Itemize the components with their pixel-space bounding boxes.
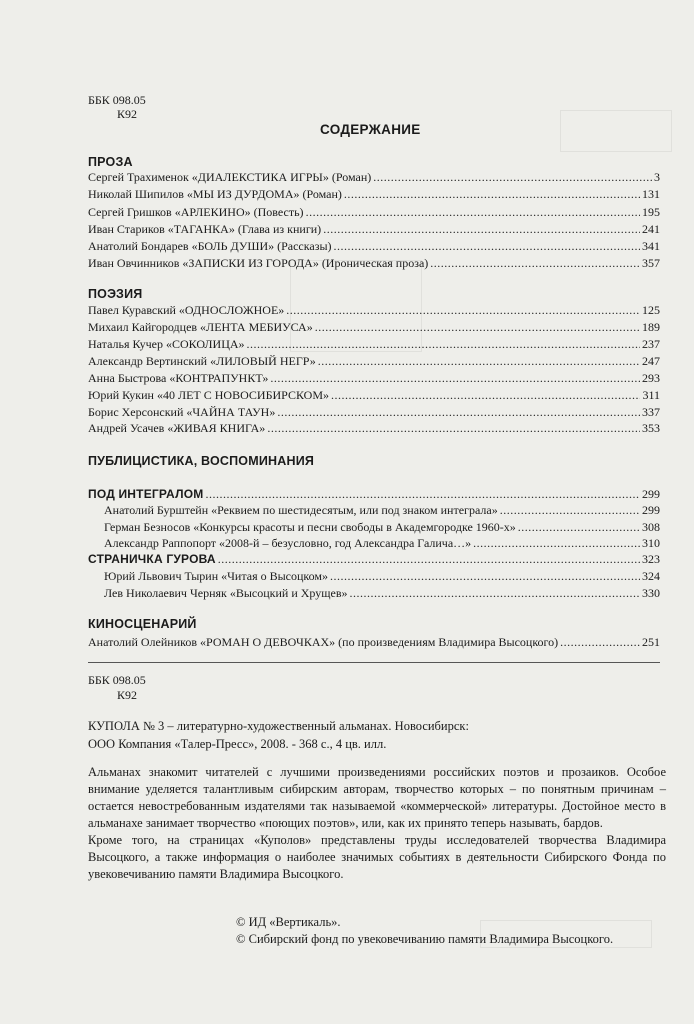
toc-entry: [104, 569, 660, 583]
toc-entry-title: Наталья Кучер «СОКОЛИЦА»: [88, 337, 245, 351]
toc-entry-title: Андрей Усачев «ЖИВАЯ КНИГА»: [88, 421, 266, 435]
toc-entry: [88, 405, 660, 419]
toc-entry-title: Лев Николаевич Черняк «Высоцкий и Хрущев»: [104, 586, 348, 600]
divider-line: [88, 662, 660, 663]
toc-entry-page: 330: [642, 586, 660, 600]
toc-entry: [88, 421, 660, 435]
toc-entry: [88, 388, 660, 402]
leader-dots: [334, 239, 640, 253]
biblio-line-2: ООО Компания «Талер-Пресс», 2008. - 368 с., 4 цв. илл.: [88, 737, 387, 751]
annotation: [88, 764, 666, 883]
toc-entry-page: 310: [642, 536, 660, 550]
toc-entry-title: Герман Безносов «Конкурсы красоты и песни свободы в Академгородке 1960-х»: [104, 520, 516, 534]
toc-entry: [88, 354, 660, 368]
toc-entry-title: Анатолий Бондарев «БОЛЬ ДУШИ» (Рассказы): [88, 239, 332, 253]
toc-entry-page: 3: [654, 170, 660, 184]
toc-entry-title: Борис Херсонский «ЧАЙНА ТАУН»: [88, 405, 276, 419]
toc-entry-page: 189: [642, 320, 660, 334]
toc-entry-title: Сергей Гришков «АРЛЕКИНО» (Повесть): [88, 205, 304, 219]
toc-entry-page: 125: [642, 303, 660, 317]
toc-entry-page: 299: [642, 487, 660, 501]
toc-entry: [88, 320, 660, 334]
leader-dots: [306, 205, 640, 219]
leader-dots: [500, 503, 640, 517]
toc-subsection-gurov: [88, 552, 660, 566]
section-heading-publicism: ПУБЛИЦИСТИКА, ВОСПОМИНАНИЯ: [88, 454, 315, 468]
leader-dots: [430, 256, 640, 270]
toc-entry: [88, 303, 660, 317]
leader-dots: [350, 586, 640, 600]
toc-entry-page: 293: [642, 371, 660, 385]
leader-dots: [218, 552, 640, 566]
annotation-paragraph-2: Кроме того, на страницах «Куполов» представлены труды исследователей творчества Владимира Высоцкого, а также информация о наиболее значимых событиях в деятельности Сибирского Фонда по увековечиванию памяти Владимира Высоцкого.: [88, 833, 666, 881]
toc-entry-title: Александр Раппопорт «2008-й – безусловно, год Александра Галича…»: [104, 536, 472, 550]
toc-entry-title: Анатолий Бурштейн «Реквием по шестидесятым, или под знаком интеграла»: [104, 503, 498, 517]
bbk-k-bottom: К92: [117, 688, 138, 702]
leader-dots: [286, 303, 640, 317]
leader-dots: [270, 371, 640, 385]
toc-entry-page: 353: [642, 421, 660, 435]
leader-dots: [277, 405, 640, 419]
toc-entry: [88, 170, 660, 184]
toc-entry: [104, 536, 660, 550]
toc-entry: [88, 222, 660, 236]
leader-dots: [560, 635, 640, 649]
subsection-heading: СТРАНИЧКА ГУРОВА: [88, 552, 216, 566]
section-heading-screenplay: КИНОСЦЕНАРИЙ: [88, 617, 197, 631]
toc-entry: [88, 337, 660, 351]
toc-entry-page: 237: [642, 337, 660, 351]
toc-entry-title: Николай Шипилов «МЫ ИЗ ДУРДОМА» (Роман): [88, 187, 342, 201]
leader-dots: [315, 320, 640, 334]
leader-dots: [247, 337, 640, 351]
toc-subsection-integral: [88, 487, 660, 501]
toc-entry-title: Иван Овчинников «ЗАПИСКИ ИЗ ГОРОДА» (Ироническая проза): [88, 256, 429, 270]
toc-entry-page: 195: [642, 205, 660, 219]
toc-entry-page: 308: [642, 520, 660, 534]
toc-entry: [104, 520, 660, 534]
toc-entry-page: 341: [642, 239, 660, 253]
toc-entry: [88, 187, 660, 201]
toc-entry-page: 251: [642, 635, 660, 649]
toc-entry-page: 324: [642, 569, 660, 583]
subsection-heading: ПОД ИНТЕГРАЛОМ: [88, 487, 204, 501]
copyright-line-1: © ИД «Вертикаль».: [236, 915, 341, 929]
toc-entry: [88, 239, 660, 253]
bbk-code-bottom: ББК 098.05: [88, 673, 146, 687]
page-title: СОДЕРЖАНИЕ: [320, 122, 421, 137]
toc-entry-title: Анна Быстрова «КОНТРАПУНКТ»: [88, 371, 269, 385]
leader-dots: [267, 421, 640, 435]
section-heading-prose: ПРОЗА: [88, 155, 133, 169]
toc-entry: [104, 586, 660, 600]
section-heading-poetry: ПОЭЗИЯ: [88, 287, 143, 301]
leader-dots: [518, 520, 640, 534]
leader-dots: [373, 170, 652, 184]
show-through-shape: [560, 110, 672, 152]
toc-entry-page: 323: [642, 552, 660, 566]
leader-dots: [344, 187, 640, 201]
toc-entry: [104, 503, 660, 517]
copyright-line-2: © Сибирский фонд по увековечиванию памяти Владимира Высоцкого.: [236, 932, 614, 946]
toc-entry-page: 337: [642, 405, 660, 419]
leader-dots: [323, 222, 640, 236]
toc-entry-title: Сергей Трахименок «ДИАЛЕКСТИКА ИГРЫ» (Роман): [88, 170, 372, 184]
leader-dots: [473, 536, 640, 550]
toc-entry-page: 131: [642, 187, 660, 201]
leader-dots: [205, 487, 640, 501]
annotation-paragraph-1: Альманах знакомит читателей с лучшими произведениями российских поэтов и прозаиков. Особое внимание уделяется талантливым сибирским авторам, творчество которых – по понятным причинам – остается невостребованным издателями так называемой «коммерческой» литературы. Достойное место в альманахе занимает творчество «поющих поэтов», или, как их принято теперь называть, бардов.: [88, 765, 666, 830]
toc-entry: [88, 256, 660, 270]
toc-entry-page: 247: [642, 354, 660, 368]
toc-entry-title: Александр Вертинский «ЛИЛОВЫЙ НЕГР»: [88, 354, 316, 368]
toc-entry-title: Павел Куравский «ОДНОСЛОЖНОЕ»: [88, 303, 285, 317]
bbk-code-top: ББК 098.05: [88, 93, 146, 107]
toc-entry-page: 299: [642, 503, 660, 517]
leader-dots: [331, 388, 640, 402]
toc-entry: [88, 205, 660, 219]
toc-entry-page: 357: [642, 256, 660, 270]
toc-entry-title: Юрий Кукин «40 ЛЕТ С НОВОСИБИРСКОМ»: [88, 388, 329, 402]
leader-dots: [330, 569, 640, 583]
bbk-k-top: К92: [117, 107, 138, 121]
toc-entry-page: 241: [642, 222, 660, 236]
biblio-line-1: КУПОЛА № 3 – литературно-художественный альманах. Новосибирск:: [88, 719, 469, 733]
toc-entry-page: 311: [642, 388, 660, 402]
toc-entry: [88, 371, 660, 385]
toc-entry-title: Анатолий Олейников «РОМАН О ДЕВОЧКАХ» (по произведениям Владимира Высоцкого): [88, 635, 559, 649]
toc-entry: [88, 635, 660, 649]
toc-entry-title: Иван Стариков «ТАГАНКА» (Глава из книги): [88, 222, 322, 236]
leader-dots: [318, 354, 640, 368]
toc-entry-title: Юрий Львович Тырин «Читая о Высоцком»: [104, 569, 328, 583]
toc-entry-title: Михаил Кайгородцев «ЛЕНТА МЕБИУСА»: [88, 320, 313, 334]
